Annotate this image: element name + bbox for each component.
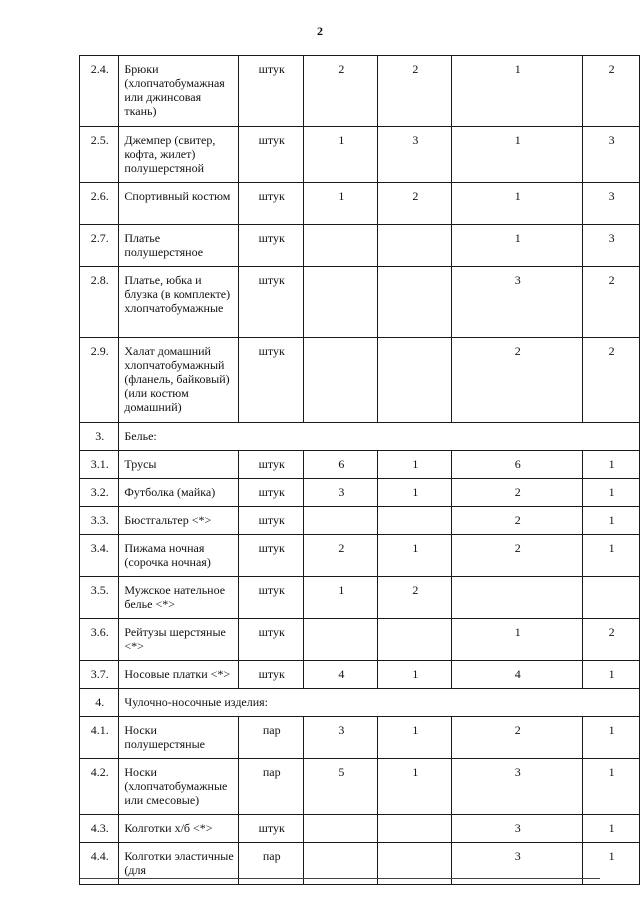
value-col-1: 3 xyxy=(304,479,378,507)
value-col-3: 3 xyxy=(452,267,583,338)
table-row xyxy=(80,225,640,267)
item-number: 4.2. xyxy=(80,759,119,815)
item-unit: штук xyxy=(239,619,304,661)
item-unit: штук xyxy=(239,507,304,535)
table-row xyxy=(80,661,640,689)
item-name: Платье полушерстяное xyxy=(119,225,239,267)
item-unit: штук xyxy=(239,451,304,479)
value-col-2: 1 xyxy=(378,451,452,479)
value-col-1 xyxy=(304,507,378,535)
value-col-3: 1 xyxy=(452,225,583,267)
value-col-2: 1 xyxy=(378,661,452,689)
section-row xyxy=(80,689,640,717)
table-row xyxy=(80,479,640,507)
value-col-1: 2 xyxy=(304,56,378,127)
item-number: 3.2. xyxy=(80,479,119,507)
value-col-2 xyxy=(378,267,452,338)
table-row xyxy=(80,577,640,619)
value-col-2: 1 xyxy=(378,759,452,815)
value-col-3: 3 xyxy=(452,759,583,815)
value-col-2: 2 xyxy=(378,183,452,225)
item-name: Брюки (хлопчатобумажная или джинсовая ткань) xyxy=(119,56,239,127)
item-name: Носки полушерстяные xyxy=(119,717,239,759)
value-col-4: 3 xyxy=(583,183,640,225)
value-col-1 xyxy=(304,619,378,661)
value-col-1: 6 xyxy=(304,451,378,479)
table-row xyxy=(80,451,640,479)
value-col-1: 1 xyxy=(304,577,378,619)
item-unit: штук xyxy=(239,535,304,577)
value-col-2: 2 xyxy=(378,577,452,619)
section-title: Белье: xyxy=(119,423,640,451)
value-col-2 xyxy=(378,815,452,843)
item-name: Носки (хлопчатобумажные или смесовые) xyxy=(119,759,239,815)
item-number: 3.1. xyxy=(80,451,119,479)
value-col-1 xyxy=(304,225,378,267)
item-unit: пар xyxy=(239,759,304,815)
item-name: Рейтузы шерстяные <*> xyxy=(119,619,239,661)
value-col-1 xyxy=(304,267,378,338)
table-row xyxy=(80,759,640,815)
value-col-2 xyxy=(378,225,452,267)
value-col-1: 4 xyxy=(304,661,378,689)
value-col-2: 3 xyxy=(378,127,452,183)
item-unit: штук xyxy=(239,225,304,267)
table-row xyxy=(80,535,640,577)
value-col-4: 2 xyxy=(583,267,640,338)
value-col-2: 1 xyxy=(378,479,452,507)
value-col-1 xyxy=(304,815,378,843)
item-name: Колготки эластичные (для xyxy=(119,843,239,885)
value-col-4: 1 xyxy=(583,661,640,689)
value-col-3: 4 xyxy=(452,661,583,689)
value-col-3: 3 xyxy=(452,815,583,843)
item-name: Носовые платки <*> xyxy=(119,661,239,689)
value-col-2 xyxy=(378,619,452,661)
item-name: Джемпер (свитер, кофта, жилет) полушерстяной xyxy=(119,127,239,183)
value-col-4 xyxy=(583,577,640,619)
section-title: Чулочно-носочные изделия: xyxy=(119,689,640,717)
value-col-2: 1 xyxy=(378,535,452,577)
item-number: 3.5. xyxy=(80,577,119,619)
value-col-4: 2 xyxy=(583,619,640,661)
item-unit: штук xyxy=(239,338,304,423)
page-bottom-divider xyxy=(80,878,600,879)
item-unit: штук xyxy=(239,577,304,619)
item-number: 2.5. xyxy=(80,127,119,183)
table-row xyxy=(80,267,640,338)
value-col-3: 2 xyxy=(452,338,583,423)
value-col-1: 2 xyxy=(304,535,378,577)
value-col-3: 6 xyxy=(452,451,583,479)
item-name: Пижама ночная (сорочка ночная) xyxy=(119,535,239,577)
item-number: 2.9. xyxy=(80,338,119,423)
value-col-4: 1 xyxy=(583,479,640,507)
item-number: 2.4. xyxy=(80,56,119,127)
value-col-1: 1 xyxy=(304,183,378,225)
norms-table xyxy=(79,55,640,885)
value-col-3: 1 xyxy=(452,183,583,225)
item-unit: пар xyxy=(239,843,304,885)
value-col-3: 2 xyxy=(452,479,583,507)
section-row xyxy=(80,423,640,451)
item-unit: штук xyxy=(239,267,304,338)
value-col-3: 1 xyxy=(452,619,583,661)
value-col-3: 2 xyxy=(452,535,583,577)
value-col-4: 1 xyxy=(583,815,640,843)
page-number: 2 xyxy=(317,24,323,38)
item-unit: штук xyxy=(239,56,304,127)
item-name: Мужское нательное белье <*> xyxy=(119,577,239,619)
item-number: 2.6. xyxy=(80,183,119,225)
value-col-4: 3 xyxy=(583,127,640,183)
table-row xyxy=(80,183,640,225)
item-number: 4.3. xyxy=(80,815,119,843)
item-name: Бюстгальтер <*> xyxy=(119,507,239,535)
table-body xyxy=(80,56,640,885)
table-row xyxy=(80,56,640,127)
item-name: Колготки х/б <*> xyxy=(119,815,239,843)
value-col-4: 1 xyxy=(583,507,640,535)
value-col-4: 2 xyxy=(583,338,640,423)
table-row xyxy=(80,815,640,843)
table-row xyxy=(80,507,640,535)
item-number: 3.6. xyxy=(80,619,119,661)
item-number: 4.1. xyxy=(80,717,119,759)
value-col-3: 1 xyxy=(452,56,583,127)
item-number: 3.4. xyxy=(80,535,119,577)
item-number: 2.7. xyxy=(80,225,119,267)
item-name: Платье, юбка и блузка (в комплекте) хлопчатобумажные xyxy=(119,267,239,338)
value-col-3: 2 xyxy=(452,507,583,535)
value-col-3 xyxy=(452,577,583,619)
value-col-2: 2 xyxy=(378,56,452,127)
value-col-2: 1 xyxy=(378,717,452,759)
value-col-4: 1 xyxy=(583,451,640,479)
value-col-1: 5 xyxy=(304,759,378,815)
value-col-4: 1 xyxy=(583,759,640,815)
item-number: 3. xyxy=(80,423,119,451)
value-col-4: 3 xyxy=(583,225,640,267)
item-unit: пар xyxy=(239,717,304,759)
value-col-1: 3 xyxy=(304,717,378,759)
item-unit: штук xyxy=(239,479,304,507)
value-col-1 xyxy=(304,338,378,423)
item-unit: штук xyxy=(239,127,304,183)
value-col-1: 1 xyxy=(304,127,378,183)
item-unit: штук xyxy=(239,661,304,689)
item-number: 4.4. xyxy=(80,843,119,885)
item-name: Футболка (майка) xyxy=(119,479,239,507)
value-col-4: 1 xyxy=(583,717,640,759)
item-name: Спортивный костюм xyxy=(119,183,239,225)
item-name: Трусы xyxy=(119,451,239,479)
value-col-3: 3 xyxy=(452,843,583,885)
item-name: Халат домашний хлопчатобумажный (фланель, байковый) (или костюм домашний) xyxy=(119,338,239,423)
value-col-3: 1 xyxy=(452,127,583,183)
value-col-3: 2 xyxy=(452,717,583,759)
value-col-4: 1 xyxy=(583,843,640,885)
table-row xyxy=(80,127,640,183)
item-unit: штук xyxy=(239,183,304,225)
value-col-2 xyxy=(378,507,452,535)
table-row xyxy=(80,717,640,759)
value-col-2 xyxy=(378,338,452,423)
item-number: 3.3. xyxy=(80,507,119,535)
item-number: 3.7. xyxy=(80,661,119,689)
table-row xyxy=(80,338,640,423)
item-number: 4. xyxy=(80,689,119,717)
item-number: 2.8. xyxy=(80,267,119,338)
table-row xyxy=(80,619,640,661)
value-col-4: 2 xyxy=(583,56,640,127)
item-unit: штук xyxy=(239,815,304,843)
value-col-4: 1 xyxy=(583,535,640,577)
